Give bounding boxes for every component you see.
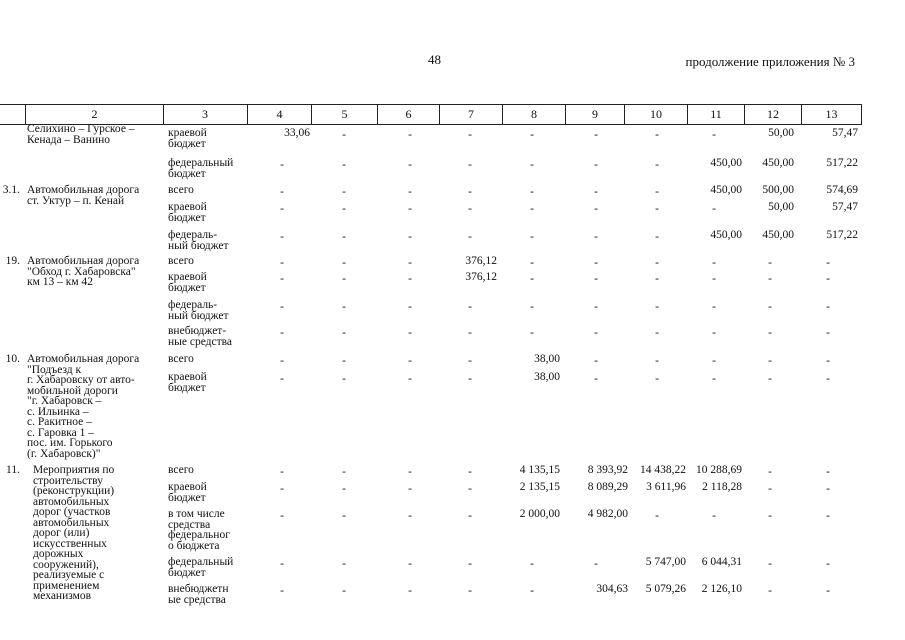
value-cell: - — [468, 301, 472, 313]
value-cell: 2 126,10 — [701, 583, 742, 595]
value-cell: - — [408, 273, 412, 285]
value-cell: - — [768, 301, 772, 313]
funding-source: федеральный бюджет — [168, 556, 234, 579]
value-cell: - — [408, 355, 412, 367]
value-cell: 2 000,00 — [519, 508, 560, 520]
funding-source: краевой бюджет — [168, 371, 207, 394]
value-cell: 4 135,15 — [519, 464, 560, 476]
page-number: 48 — [428, 52, 441, 67]
value-cell: 8 089,29 — [587, 481, 628, 493]
value-cell: - — [280, 159, 284, 171]
value-cell: 450,00 — [762, 229, 794, 241]
value-cell: - — [768, 355, 772, 367]
value-cell: 500,00 — [762, 184, 794, 196]
value-cell: - — [280, 257, 284, 269]
value-cell: - — [468, 466, 472, 478]
value-cell: 376,12 — [465, 271, 497, 283]
value-cell: - — [342, 186, 346, 198]
value-cell: 517,22 — [826, 229, 858, 241]
value-cell: 57,47 — [832, 201, 858, 213]
funding-source: внебюджет- ные средства — [168, 325, 233, 348]
value-cell: - — [530, 203, 534, 215]
value-cell: - — [655, 231, 659, 243]
value-cell: 10 288,69 — [696, 464, 742, 476]
value-cell: - — [826, 483, 830, 495]
value-cell: - — [280, 558, 284, 570]
value-cell: - — [408, 585, 412, 597]
value-cell: - — [655, 373, 659, 385]
column-header: 6 — [378, 105, 440, 124]
row-number: 19. — [5, 255, 20, 267]
value-cell: - — [280, 301, 284, 313]
value-cell: - — [468, 510, 472, 522]
value-cell: - — [594, 301, 598, 313]
value-cell: - — [530, 327, 534, 339]
value-cell: - — [826, 510, 830, 522]
value-cell: 38,00 — [534, 371, 560, 383]
value-cell: - — [530, 273, 534, 285]
object-name: Автомобильная дорога ст. Уктур – п. Кенай — [27, 184, 140, 207]
value-cell: - — [280, 273, 284, 285]
value-cell: - — [468, 327, 472, 339]
value-cell: 574,69 — [826, 184, 858, 196]
row-number: 11. — [6, 464, 20, 476]
value-cell: - — [342, 257, 346, 269]
value-cell: - — [530, 231, 534, 243]
value-cell: - — [280, 327, 284, 339]
continuation-note: продолжение приложения № 3 — [685, 54, 855, 69]
value-cell: 6 044,31 — [701, 556, 742, 568]
value-cell: - — [342, 466, 346, 478]
value-cell: 517,22 — [826, 157, 858, 169]
funding-source: краевой бюджет — [168, 481, 207, 504]
value-cell: - — [408, 159, 412, 171]
object-name: Автомобильная дорога "Обход г. Хабаровска" км 13 – км 42 — [27, 255, 140, 288]
column-header: 5 — [312, 105, 378, 124]
value-cell: - — [408, 373, 412, 385]
value-cell: - — [468, 355, 472, 367]
value-cell: - — [530, 301, 534, 313]
funding-source: федераль- ный бюджет — [168, 299, 229, 322]
column-header: 10 — [625, 105, 688, 124]
value-cell: - — [468, 373, 472, 385]
value-cell: - — [530, 159, 534, 171]
value-cell: - — [468, 231, 472, 243]
column-header: 8 — [503, 105, 566, 124]
value-cell: - — [768, 327, 772, 339]
value-cell: - — [408, 327, 412, 339]
value-cell: - — [826, 585, 830, 597]
value-cell: - — [594, 327, 598, 339]
value-cell: 450,00 — [762, 157, 794, 169]
value-cell: - — [342, 558, 346, 570]
value-cell: - — [408, 558, 412, 570]
value-cell: - — [342, 327, 346, 339]
funding-source: внебюджетн ые средства — [168, 583, 229, 606]
value-cell: - — [655, 327, 659, 339]
funding-source: краевой бюджет — [168, 201, 207, 224]
value-cell: - — [408, 483, 412, 495]
value-cell: 33,06 — [284, 127, 310, 139]
value-cell: - — [655, 301, 659, 313]
value-cell: - — [280, 483, 284, 495]
value-cell: - — [408, 186, 412, 198]
value-cell: - — [594, 231, 598, 243]
column-header: 13 — [802, 105, 862, 124]
value-cell: - — [594, 558, 598, 570]
value-cell: - — [342, 203, 346, 215]
value-cell: - — [768, 273, 772, 285]
value-cell: - — [280, 373, 284, 385]
value-cell: - — [712, 355, 716, 367]
row-number: 10. — [5, 353, 20, 365]
object-name: Селихино – Гурское – Кенада – Ванино — [27, 123, 135, 146]
value-cell: 376,12 — [465, 255, 497, 267]
value-cell: - — [655, 257, 659, 269]
value-cell: 14 438,22 — [640, 464, 686, 476]
value-cell: - — [342, 159, 346, 171]
value-cell: - — [594, 186, 598, 198]
value-cell: - — [342, 373, 346, 385]
value-cell: - — [342, 231, 346, 243]
value-cell: 57,47 — [832, 127, 858, 139]
value-cell: - — [408, 231, 412, 243]
value-cell: - — [342, 129, 346, 141]
value-cell: - — [826, 301, 830, 313]
value-cell: - — [768, 257, 772, 269]
funding-source: всего — [168, 464, 194, 476]
value-cell: - — [655, 159, 659, 171]
value-cell: 38,00 — [534, 353, 560, 365]
value-cell: 50,00 — [768, 127, 794, 139]
value-cell: - — [768, 483, 772, 495]
value-cell: - — [280, 585, 284, 597]
value-cell: - — [712, 257, 716, 269]
value-cell: - — [280, 186, 284, 198]
value-cell: - — [712, 203, 716, 215]
column-header: 11 — [688, 105, 745, 124]
funding-source: всего — [168, 184, 194, 196]
value-cell: - — [468, 186, 472, 198]
value-cell: - — [468, 558, 472, 570]
value-cell: - — [594, 159, 598, 171]
value-cell: 5 079,26 — [645, 583, 686, 595]
funding-source: краевой бюджет — [168, 271, 207, 294]
value-cell: - — [655, 203, 659, 215]
value-cell: - — [408, 257, 412, 269]
value-cell: - — [594, 129, 598, 141]
column-header: 2 — [25, 105, 164, 124]
value-cell: - — [342, 510, 346, 522]
object-name: Мероприятия по строительству (реконструкции) автомобильных дорог (участков автомобильных дорог (или) искусственных дорожных сооружений), реализуемые с применением механизмов — [33, 464, 115, 602]
value-cell: - — [280, 203, 284, 215]
value-cell: - — [342, 355, 346, 367]
object-name: Автомобильная дорога "Подъезд к г. Хабаровску от авто- мобильной дороги "г. Хабаровск – с. Ильинка – с. Ракитное – с. Гаровка 1 – пос. им. Горького (г. Хабаровск)" — [27, 353, 140, 460]
value-cell: - — [655, 355, 659, 367]
value-cell: - — [280, 466, 284, 478]
value-cell: - — [594, 355, 598, 367]
value-cell: - — [768, 558, 772, 570]
column-header: 9 — [566, 105, 625, 124]
value-cell: - — [594, 257, 598, 269]
funding-source: федераль- ный бюджет — [168, 229, 229, 252]
funding-source: федеральный бюджет — [168, 157, 234, 180]
value-cell: 8 393,92 — [587, 464, 628, 476]
value-cell: 5 747,00 — [645, 556, 686, 568]
value-cell: - — [712, 373, 716, 385]
value-cell: - — [826, 273, 830, 285]
funding-source: всего — [168, 255, 194, 267]
value-cell: - — [655, 186, 659, 198]
value-cell: - — [468, 129, 472, 141]
value-cell: - — [826, 257, 830, 269]
value-cell: 450,00 — [710, 157, 742, 169]
funding-source: всего — [168, 353, 194, 365]
value-cell: - — [826, 355, 830, 367]
value-cell: - — [530, 585, 534, 597]
value-cell: 4 982,00 — [587, 508, 628, 520]
value-cell: - — [655, 510, 659, 522]
value-cell: - — [826, 466, 830, 478]
value-cell: - — [408, 301, 412, 313]
column-header: 12 — [745, 105, 802, 124]
value-cell: - — [594, 373, 598, 385]
funding-source: в том числе средства федеральног о бюджета — [168, 508, 230, 552]
value-cell: - — [712, 273, 716, 285]
value-cell: - — [408, 129, 412, 141]
value-cell: - — [826, 373, 830, 385]
value-cell: - — [530, 257, 534, 269]
value-cell: - — [468, 483, 472, 495]
value-cell: - — [594, 273, 598, 285]
value-cell: - — [826, 327, 830, 339]
value-cell: - — [530, 129, 534, 141]
value-cell: - — [468, 203, 472, 215]
value-cell: - — [768, 466, 772, 478]
value-cell: - — [655, 273, 659, 285]
value-cell: 50,00 — [768, 201, 794, 213]
funding-source: краевой бюджет — [168, 127, 207, 150]
value-cell: - — [712, 327, 716, 339]
value-cell: - — [408, 203, 412, 215]
value-cell: 3 611,96 — [646, 481, 686, 493]
value-cell: - — [468, 585, 472, 597]
value-cell: - — [594, 203, 598, 215]
value-cell: 2 135,15 — [519, 481, 560, 493]
column-header: 7 — [440, 105, 503, 124]
value-cell: - — [280, 510, 284, 522]
value-cell: - — [342, 585, 346, 597]
value-cell: 450,00 — [710, 229, 742, 241]
value-cell: 2 118,28 — [702, 481, 742, 493]
value-cell: - — [342, 483, 346, 495]
value-cell: - — [712, 510, 716, 522]
value-cell: 304,63 — [596, 583, 628, 595]
value-cell: - — [712, 301, 716, 313]
value-cell: 450,00 — [710, 184, 742, 196]
value-cell: - — [468, 159, 472, 171]
value-cell: - — [530, 558, 534, 570]
value-cell: - — [280, 231, 284, 243]
value-cell: - — [408, 510, 412, 522]
value-cell: - — [712, 129, 716, 141]
row-number: 3.1. — [2, 184, 20, 196]
value-cell: - — [342, 273, 346, 285]
column-header: 3 — [163, 105, 248, 124]
value-cell: - — [530, 186, 534, 198]
value-cell: - — [342, 301, 346, 313]
value-cell: - — [768, 510, 772, 522]
column-header: 4 — [248, 105, 312, 124]
value-cell: - — [768, 373, 772, 385]
value-cell: - — [655, 129, 659, 141]
value-cell: - — [768, 585, 772, 597]
value-cell: - — [280, 355, 284, 367]
value-cell: - — [826, 558, 830, 570]
value-cell: - — [408, 466, 412, 478]
